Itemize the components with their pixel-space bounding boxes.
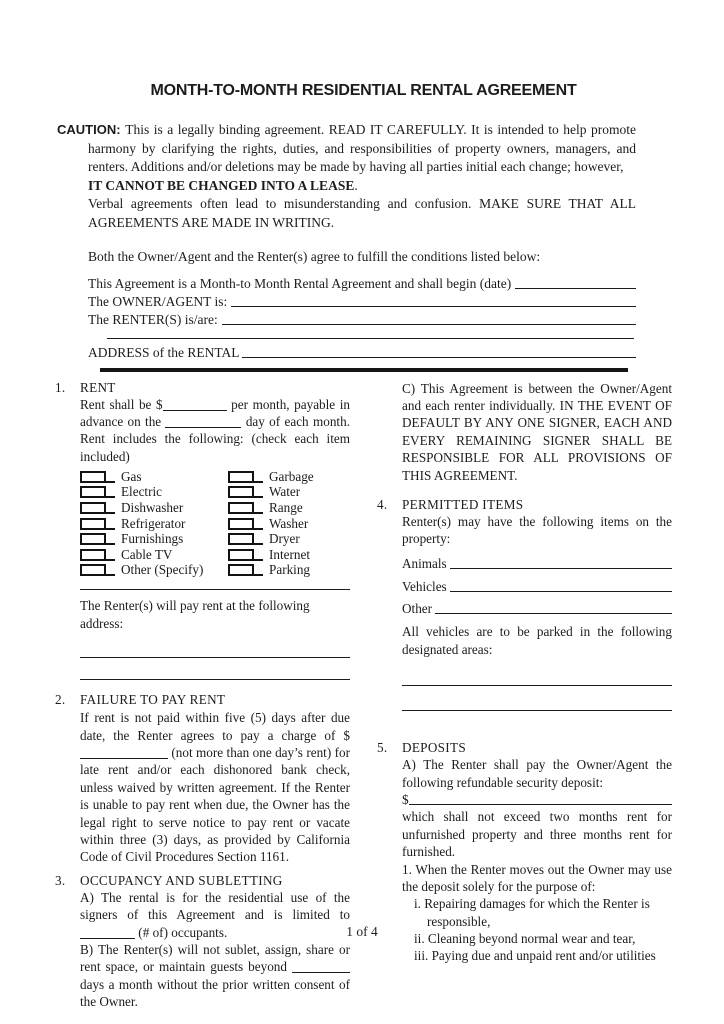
- text-segment: IT CANNOT BE CHANGED INTO A LEASE: [88, 177, 355, 193]
- text-segment: day of each month. Rent includes the following: (check each item included): [80, 413, 350, 464]
- checkbox-underline: [254, 496, 263, 498]
- checkbox[interactable]: [80, 533, 106, 545]
- checkbox-underline: [106, 543, 115, 545]
- section-title: RENT: [80, 379, 116, 395]
- checkbox[interactable]: [228, 518, 254, 530]
- pay-address-blank-1[interactable]: [80, 657, 350, 658]
- checkbox[interactable]: [228, 564, 254, 576]
- deposit-limit-text: which shall not exceed two months rent for unfurnished property and three months rent for furnished.: [402, 809, 672, 860]
- parked-areas-blank-2[interactable]: [402, 710, 672, 711]
- text-segment: (# of) occupants.: [135, 924, 228, 940]
- conditions-intro-line: Both the Owner/Agent and the Renter(s) agree to fulfill the conditions listed below:: [88, 248, 541, 264]
- checkbox-underline: [254, 559, 263, 561]
- text-segment: (not more than one day’s rent) for late rent and/or each dishonored bank check, unless waived by written agreement. If the Renter is unable to pay rent when due, the Owner has the legal right to serve notice to pay rent or vacate within three (3) days, as provided by California Code of Civil Procedures Section 1161.: [80, 744, 350, 865]
- other-specify-blank[interactable]: [80, 589, 350, 590]
- checkbox-label: Garbage: [269, 468, 314, 484]
- document-title: MONTH-TO-MONTH RESIDENTIAL RENTAL AGREEMENT: [150, 82, 577, 99]
- text-segment: A) The rental is for the residential use of the signers of this Agreement and is limited to: [80, 889, 350, 923]
- checkbox-row: [80, 530, 228, 546]
- caution-paragraph: [57, 121, 636, 233]
- rental-address-label: ADDRESS of the RENTAL: [88, 344, 240, 360]
- rent-paragraph: [80, 396, 350, 466]
- checkbox-underline: [106, 496, 115, 498]
- deposit-use-item: iii. Paying due and unpaid rent and/or utilities: [414, 947, 656, 963]
- agreement-fill-in-block: [88, 274, 636, 361]
- text-segment: Rent shall be $: [80, 396, 163, 412]
- rental-address-line: [88, 343, 636, 361]
- checkbox[interactable]: [228, 502, 254, 514]
- field-line-animals: [402, 550, 672, 573]
- checkbox-row: [80, 467, 228, 483]
- address-overflow-blank[interactable]: [107, 338, 634, 339]
- checkbox-label: Other (Specify): [121, 562, 204, 578]
- checkbox-underline: [106, 481, 115, 483]
- page-number: 1 of 4: [346, 924, 378, 939]
- renters-line: [88, 310, 636, 328]
- section-title: PERMITTED ITEMS: [402, 497, 524, 512]
- deposit-use-item: ii. Cleaning beyond normal wear and tear,: [414, 930, 636, 946]
- checkbox[interactable]: [228, 486, 254, 498]
- field-blank[interactable]: [450, 591, 672, 592]
- checkbox-label: Range: [269, 499, 303, 515]
- checkbox-label: Cable TV: [121, 546, 173, 562]
- field-blank[interactable]: [450, 568, 672, 569]
- checkbox-row: [228, 483, 350, 499]
- section-divider-rule: [100, 368, 628, 372]
- right-column: [377, 380, 672, 1011]
- checkbox-label: Water: [269, 484, 301, 500]
- text-segment: days a month without the prior written consent of the Owner.: [80, 976, 350, 1010]
- field-label: Animals: [402, 556, 450, 572]
- checkbox[interactable]: [80, 471, 106, 483]
- section-number: 2.: [55, 692, 66, 708]
- two-column-body: [55, 380, 672, 1011]
- checkbox-row: [80, 498, 228, 514]
- checkbox[interactable]: [228, 533, 254, 545]
- fill-in-blank[interactable]: [80, 758, 168, 759]
- begin-date-line: [88, 274, 636, 292]
- field-line-vehicles: [402, 572, 672, 595]
- text-segment: If rent is not paid within five (5) days after due date, the Renter agrees to pay a charge of $: [80, 710, 350, 743]
- section-number: 3.: [55, 872, 66, 888]
- permitted-fields: [377, 550, 672, 618]
- checkbox-row: [80, 561, 228, 577]
- checkbox-label: Electric: [121, 484, 162, 500]
- checkbox-row: [228, 530, 350, 546]
- section-number: 5.: [377, 740, 388, 756]
- text-segment: Verbal agreements often lead to misunderstanding and confusion. MAKE SURE THAT ALL AGREEMENTS ARE MADE IN WRITING.: [88, 196, 636, 230]
- checkbox[interactable]: [228, 549, 254, 561]
- renters-blank[interactable]: [222, 324, 636, 325]
- rental-address-blank[interactable]: [242, 357, 636, 358]
- dollar-sign-label: $: [402, 792, 409, 808]
- deposit-amount-blank[interactable]: [409, 804, 672, 805]
- fill-in-blank[interactable]: [163, 410, 227, 411]
- checkbox-label: Furnishings: [121, 531, 184, 547]
- rent-checklist: [80, 467, 350, 576]
- section-occupancy-heading: [55, 873, 350, 889]
- text-segment: This is a legally binding agreement. READ IT CAREFULLY. It is intended to help promote harmony by clarifying the rights, duties, and responsibilities of property owners, managers, and renters. Additions and/or deletions may be made by having all parties initial each change; however,: [88, 122, 636, 175]
- checkbox-label: Dishwasher: [121, 499, 184, 515]
- text-segment: CAUTION:: [57, 122, 126, 137]
- section-title: FAILURE TO PAY RENT: [80, 692, 226, 708]
- checkbox-row: [228, 545, 350, 561]
- column-gap: [350, 380, 377, 1011]
- section-deposits-heading: [377, 740, 672, 756]
- checkbox-row: [228, 561, 350, 577]
- checkbox-row: [80, 514, 228, 530]
- checkbox[interactable]: [80, 518, 106, 530]
- fill-in-blank[interactable]: [292, 972, 350, 973]
- checkbox-underline: [106, 574, 115, 576]
- joint-liability-paragraph: C) This Agreement is between the Owner/Agent and each renter individually. IN THE EVENT OF DEFAULT BY ANY ONE SIGNER, EACH AND EVERY REMAINING SIGNER SHALL BE RESPONSIBLE FOR ALL PROVISIONS OF THIS AGREEMENT.: [402, 380, 672, 483]
- text-segment: B) The Renter(s) will not sublet, assign, share or rent space, or maintain guests beyond: [80, 942, 350, 975]
- checkbox-underline: [106, 512, 115, 514]
- owner-agent-line: [88, 292, 636, 310]
- begin-date-blank[interactable]: [515, 288, 636, 289]
- renters-label: The RENTER(S) is/are:: [88, 311, 218, 327]
- owner-agent-blank[interactable]: [231, 306, 636, 307]
- checkbox[interactable]: [228, 471, 254, 483]
- permitted-intro: Renter(s) may have the following items on the property:: [402, 514, 672, 547]
- deposit-amount-line: [402, 791, 672, 808]
- section-permitted-heading: [377, 497, 672, 513]
- pay-address-blank-2[interactable]: [80, 679, 350, 680]
- field-blank[interactable]: [435, 613, 672, 614]
- section-title: DEPOSITS: [402, 740, 466, 756]
- text-segment: per month, payable in advance on the: [80, 396, 350, 429]
- section-title: OCCUPANCY AND SUBLETTING: [80, 872, 283, 888]
- checkbox-underline: [254, 543, 263, 545]
- checkbox-label: Internet: [269, 546, 311, 562]
- checklist-column-2: [228, 467, 350, 576]
- deposit-use-item: i. Repairing damages for which the Renter is responsible,: [414, 896, 650, 929]
- checkbox[interactable]: [80, 502, 106, 514]
- section-rent-heading: [55, 380, 350, 396]
- checkbox-underline: [106, 559, 115, 561]
- checkbox-label: Parking: [269, 562, 311, 578]
- parked-areas-blank-1[interactable]: [402, 685, 672, 686]
- field-label: Other: [402, 601, 436, 617]
- pay-address-label: The Renter(s) will pay rent at the following address:: [80, 598, 310, 631]
- section-number: 1.: [55, 379, 66, 395]
- checkbox[interactable]: [80, 486, 106, 498]
- checkbox-label: Washer: [269, 515, 309, 531]
- checkbox-underline: [254, 512, 263, 514]
- checkbox[interactable]: [80, 564, 106, 576]
- checkbox-underline: [254, 481, 263, 483]
- occupancy-paragraph: [80, 889, 350, 1011]
- deposit-use-text: 1. When the Renter moves out the Owner may use the deposit solely for the purpose of:: [402, 861, 672, 894]
- checkbox-row: [80, 483, 228, 499]
- checklist-column-1: [80, 467, 228, 576]
- checkbox-row: [228, 467, 350, 483]
- left-column: [55, 380, 350, 1011]
- field-line-other: [402, 595, 672, 618]
- checkbox[interactable]: [80, 549, 106, 561]
- checkbox-label: Refrigerator: [121, 515, 186, 531]
- checkbox-row: [80, 545, 228, 561]
- checkbox-underline: [106, 528, 115, 530]
- checkbox-label: Gas: [121, 468, 142, 484]
- text-segment: .: [354, 177, 358, 193]
- checkbox-underline: [254, 528, 263, 530]
- section-failure-heading: [55, 692, 350, 708]
- page-content: [55, 0, 672, 1011]
- fill-in-blank[interactable]: [165, 427, 241, 428]
- begin-date-label: This Agreement is a Month-to Month Rental Agreement and shall begin (date): [88, 275, 512, 291]
- field-label: Vehicles: [402, 578, 450, 594]
- checkbox-row: [228, 514, 350, 530]
- deposits-a-text: A) The Renter shall pay the Owner/Agent the following refundable security deposit:: [402, 757, 672, 790]
- parked-areas-text: All vehicles are to be parked in the following designated areas:: [402, 624, 672, 657]
- failure-paragraph: [80, 709, 350, 866]
- checkbox-underline: [254, 574, 263, 576]
- checkbox-label: Dryer: [269, 531, 300, 547]
- owner-agent-label: The OWNER/AGENT is:: [88, 293, 228, 309]
- checkbox-row: [228, 498, 350, 514]
- section-number: 4.: [377, 497, 388, 512]
